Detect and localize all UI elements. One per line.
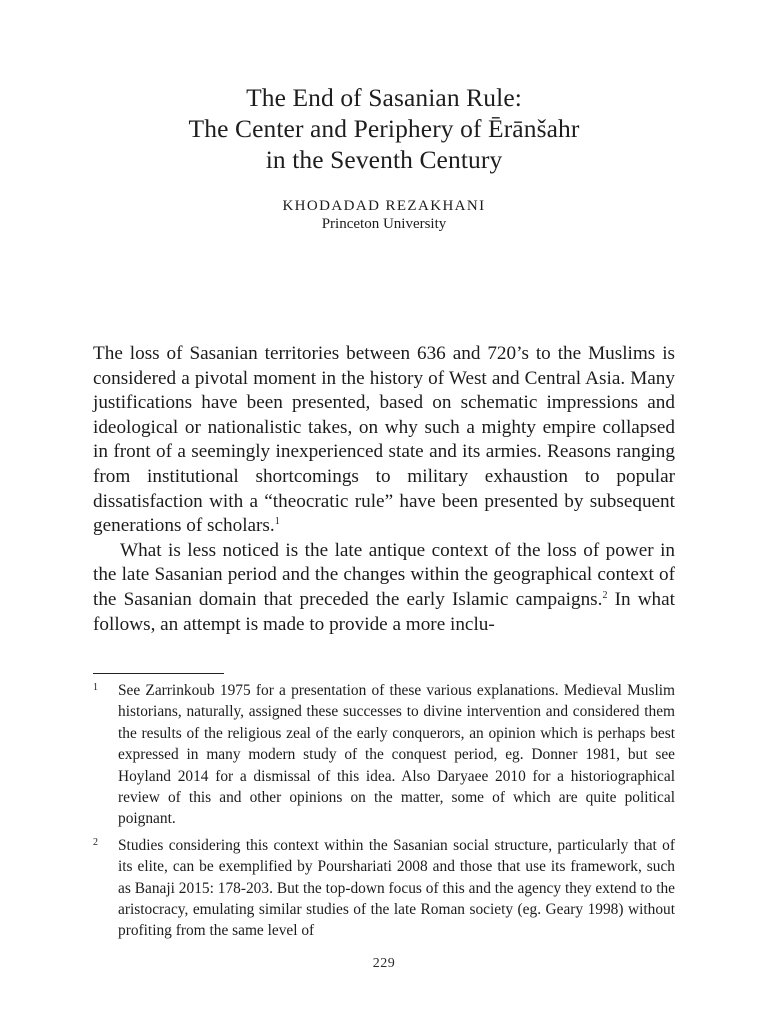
footnote-text: See Zarrinkoub 1975 for a presentation of these various explanations. Medieval Muslim historians, naturally, assigned these successes to divine intervention and considered them the results of the religious zeal of the early conquerors, an opinion which is perhaps best expressed in many modern study of the conquest period, eg. Donner 1981, but see Hoyland 2014 for a dismissal of this idea. Also Daryaee 2010 for a historiographical review of this and other opinions on the matter, some of which are quite political poignant. (118, 682, 675, 828)
footnote-number: 2 (93, 836, 98, 848)
author-name: KHODADAD REZAKHANI (282, 198, 486, 214)
article-title-line-2: The Center and Periphery of Ērānšahr (188, 114, 580, 143)
paragraph-1-text: The loss of Sasanian territories between 636 and 720’s to the Muslims is considered a pivotal moment in the history of West and Central Asia. Many justifications have been presented, based on schematic impressions and ideological or nationalistic takes, on why such a mighty empire collapsed in front of a seemingly inexperienced state and its armies. Reasons ranging from institutional shortcomings to military exhaustion to popular dissatisfaction with a “theocratic rule” have been presented by subsequent generations of scholars. (93, 343, 675, 537)
footnote-text: Studies considering this context within the Sasanian social structure, particularly that of its elite, can be exemplified by Pourshariati 2008 and those that use its framework, such as Banaji 2015: 178-203. But the top-down focus of this and the agency they extend to the aristocracy, emulating similar studies of the late Roman society (eg. Geary 1998) without profiting from the same level of (118, 836, 675, 940)
footnote-ref-1[interactable]: 1 (274, 516, 280, 528)
footnote-2 (93, 835, 675, 942)
paragraph-2-text-after: In what follows, an attempt is made to provide a more inclu- (93, 588, 675, 635)
footnote-ref-2[interactable]: 2 (602, 589, 608, 601)
author-affiliation: Princeton University (321, 216, 447, 232)
paragraph-2 (93, 539, 675, 637)
paragraph-2-text-before: What is less noticed is the late antique context of the loss of power in the late Sasanian period and the changes within the geographical context of the Sasanian domain that preceded the early Islamic campaigns. (93, 539, 675, 610)
paragraph-1 (93, 342, 675, 539)
article-header (0, 82, 768, 233)
footnote-number: 1 (93, 682, 98, 693)
body-text (93, 342, 675, 637)
footnote-1 (93, 680, 675, 830)
footnote-divider (93, 673, 224, 674)
page-number: 229 (372, 956, 396, 971)
article-title-line-3: in the Seventh Century (265, 145, 503, 174)
article-title-line-1: The End of Sasanian Rule: (246, 83, 522, 112)
footnotes (93, 680, 675, 947)
